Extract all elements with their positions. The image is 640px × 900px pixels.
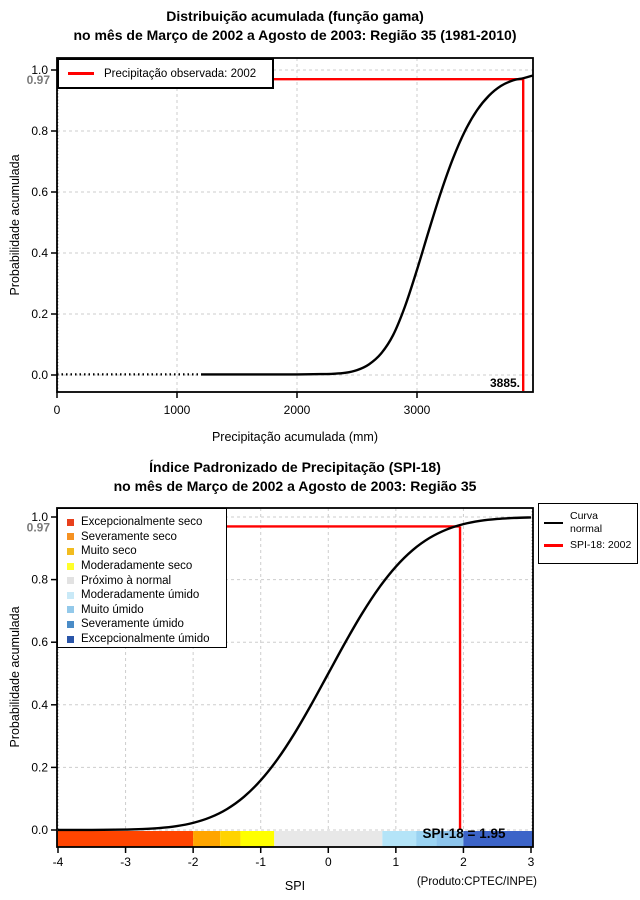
x-tick-label: 0 [53,403,61,417]
x-tick-label: 0 [324,855,332,869]
y-tick-label: 0.0 [31,823,48,837]
y-tick-label: 0.0 [31,368,48,382]
special-y-tick-label: 0.97 [26,520,50,535]
y-tick-label: 0.8 [31,124,48,138]
category-label: Severamente seco [81,530,177,543]
category-label: Muito úmido [81,603,144,616]
category-color-swatch [67,533,74,540]
category-color-swatch [67,621,74,628]
x-tick-label: 2 [460,855,467,869]
category-label: Moderadamente úmido [81,589,200,602]
category-label: Próximo à normal [81,574,172,587]
spi-category-bar-segment [193,831,220,847]
y-tick-label: 0.4 [31,246,48,260]
spi-category-bar-segment [382,831,416,847]
chart2-marker-value-label: SPI-18 = 1.95 [422,826,506,841]
special-y-tick-label: 0.97 [26,73,50,88]
legend-item [58,573,226,588]
chart1-marker-value-label: 3885. [489,376,520,390]
category-color-swatch [67,563,74,570]
x-tick-label: 1 [392,855,400,869]
x-tick-label: 3 [527,855,535,869]
chart1-y-axis-label: Probabilidade acumulada [8,154,22,296]
spi-category-bar-segment [220,831,240,847]
chart2-curve-legend [538,503,638,564]
legend-curva-line1: Curva [570,510,599,522]
chart2-footnote: (Produto:CPTEC/INPE) [416,876,537,888]
category-label: Excepcionalmente seco [81,516,203,529]
spi18-line-swatch [544,544,563,547]
category-color-swatch [67,548,74,555]
cdf-curve [201,75,533,374]
category-color-swatch [67,519,74,526]
legend-item [58,632,226,647]
x-tick-label: 1000 [163,403,191,417]
y-tick-label: 0.2 [31,760,48,775]
category-label: Severamente úmido [81,618,184,631]
x-tick-label: -3 [120,855,131,869]
legend-item [58,515,226,530]
legend-item [58,559,226,574]
x-tick-label: 2000 [283,403,311,417]
y-tick-label: 0.2 [31,307,48,321]
y-tick-label: 0.6 [31,635,48,650]
y-tick-label: 0.6 [31,185,48,199]
observed-precipitation-line-swatch [68,72,94,75]
x-tick-label: -4 [52,855,64,869]
spi-category-bar-segment [274,831,382,847]
x-tick-label: -1 [255,855,267,869]
plot-box [57,58,533,392]
spi-category-bar-segment [240,831,274,847]
normal-curve-line-swatch [544,522,563,525]
chart2-subtitle: no mês de Março de 2002 a Agosto de 2003: Região 35 [113,478,477,494]
y-tick-label: 0.4 [31,697,48,712]
legend-item [58,617,226,632]
legend-item [58,530,226,545]
spi-category-bar-segment [57,831,193,847]
y-tick-label: 0.8 [31,572,48,587]
legend-item [58,588,226,603]
x-tick-label: -2 [187,855,199,869]
category-color-swatch [67,577,74,584]
category-label: Muito seco [81,545,137,558]
chart1-legend [57,58,274,89]
chart1-title: Distribuição acumulada (função gama) [166,8,424,24]
spi-categories-legend [57,508,227,648]
chart1-legend-label: Precipitação observada: 2002 [104,67,257,80]
chart1-x-axis-label: Precipitação acumulada (mm) [211,430,379,444]
category-label: Moderadamente seco [81,560,193,573]
legend-item [58,603,226,618]
category-color-swatch [67,636,74,643]
legend-curva-line2: normal [570,523,603,535]
category-color-swatch [67,606,74,613]
category-label: Excepcionalmente úmido [81,633,210,646]
chart1-subtitle: no mês de Março de 2002 a Agosto de 2003: Região 35 (1981-2010) [73,27,517,43]
legend-item-spi18 [544,539,637,552]
legend-item [58,544,226,559]
chart2-y-axis-label: Probabilidade acumulada [8,606,22,748]
y-tick-label: 1.0 [31,63,48,77]
chart2-title: Índice Padronizado de Precipitação (SPI-18) [149,459,441,475]
x-tick-label: 3000 [403,403,431,417]
chart2-x-axis-label: SPI [284,879,306,893]
legend-item-curva-normal [544,510,637,536]
legend-spi18-label: SPI-18: 2002 [570,539,632,551]
category-color-swatch [67,592,74,599]
y-tick-label: 1.0 [31,510,48,524]
